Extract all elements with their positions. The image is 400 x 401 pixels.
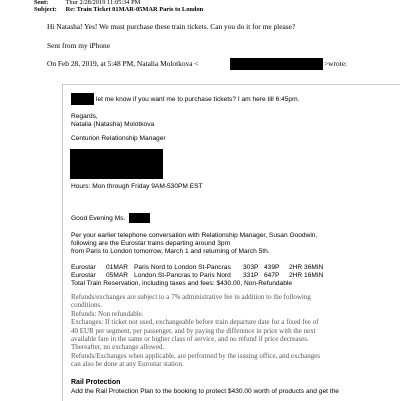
on-line [47,59,199,68]
train-date: 01MAR [106,264,128,271]
wrote-label: >wrote: [324,59,348,68]
redacted-contact [70,149,163,179]
total-line: Total Train Reservation, including taxes and fees: $430.00, Non-Refundable [71,280,293,287]
train-duration: 2HR 36MIN [289,264,324,271]
quoted-line1: let me know if you want me to purchase tickets? I am here till 6:45pm. [96,96,300,103]
redacted-recipient [129,213,150,223]
sender-title: Centurion Relationship Manager [71,135,166,142]
train-row-2 [71,272,400,280]
sender-name: Natalia (Natasha) Molotkova [71,121,155,128]
refund-line: Thereafter, no exchange allowed. [71,343,165,352]
para1-line1: Per your earlier telephone conversation with Relationship Manager, Susan Goodwin, [71,232,318,239]
signature: Sent from my iPhone [47,41,111,50]
refund-line: Refunds/exchanges are subject to a 7% administrative fee in addition to the following [71,293,311,301]
train-date: 05MAR [106,272,128,279]
quoted-message [62,84,400,401]
subject-value: Re: Train Ticket 01MAR-05MAR Paris to London [65,6,204,13]
subject-label: Subject: [34,6,57,13]
redacted-email [230,58,323,70]
train-number: 303P [243,264,259,271]
rail-protection-text: Add the Rail Protection Plan to the booking to protect $430.00 worth of products and get the [71,388,339,395]
reply-line: Hi Natasha! Yes! We must purchase these train tickets. Can you do it for me please? [47,22,296,31]
sent-value: Thur 2/28/2019 11:05:34 PM [65,0,141,6]
refund-line: conditions. [71,301,102,310]
train-carrier: Eurostar [71,272,96,279]
refund-line: 40 EUR per segment, per passenger, and by paying the difference in price with the next [71,326,316,335]
refund-line: Exchanges: If ticket not used, exchangeable before train departure date for a fixed fee of [71,318,319,327]
train-route: Paris Nord to London St-Pancras [134,264,231,271]
train-number: 331P [243,272,259,279]
train-carrier: Eurostar [71,264,96,271]
train-duration: 2HR 16MIN [289,272,324,279]
on-line-text: On Feb 28, 2019, at 5:48 PM, Natalia Molotkova < [47,59,199,68]
train-time: 439P [264,264,280,271]
train-time: 647P [264,272,280,279]
para1-line3: from Paris to London tomorrow, March 1 and returning of March 5th. [71,248,270,255]
refund-line: Refunds/Exchanges when applicable, are performed by the issuing office, and exchanges [71,351,321,360]
subject-row [34,6,203,13]
train-row-1 [71,264,400,272]
sent-label: Sent: [34,0,49,6]
train-route: London St-Pancras to Paris Nord [134,272,231,279]
refund-line: can also be done at any Eurostar station. [71,360,184,369]
redacted-name [71,93,94,105]
refund-line: available fare in the same or higher class of service, and no refund if price decreases. [71,335,309,343]
regards: Regards, [71,113,98,120]
rail-protection-title: Rail Protection [71,379,121,386]
refund-line: Refunds: Non refundable. [71,309,144,318]
greeting: Good Evening Ms. [71,215,126,222]
hours: Hours: Mon through Friday 9AM-530PM EST [71,183,203,190]
para1-line2: following are the Eurostar trains departing around 3pm [71,240,231,247]
